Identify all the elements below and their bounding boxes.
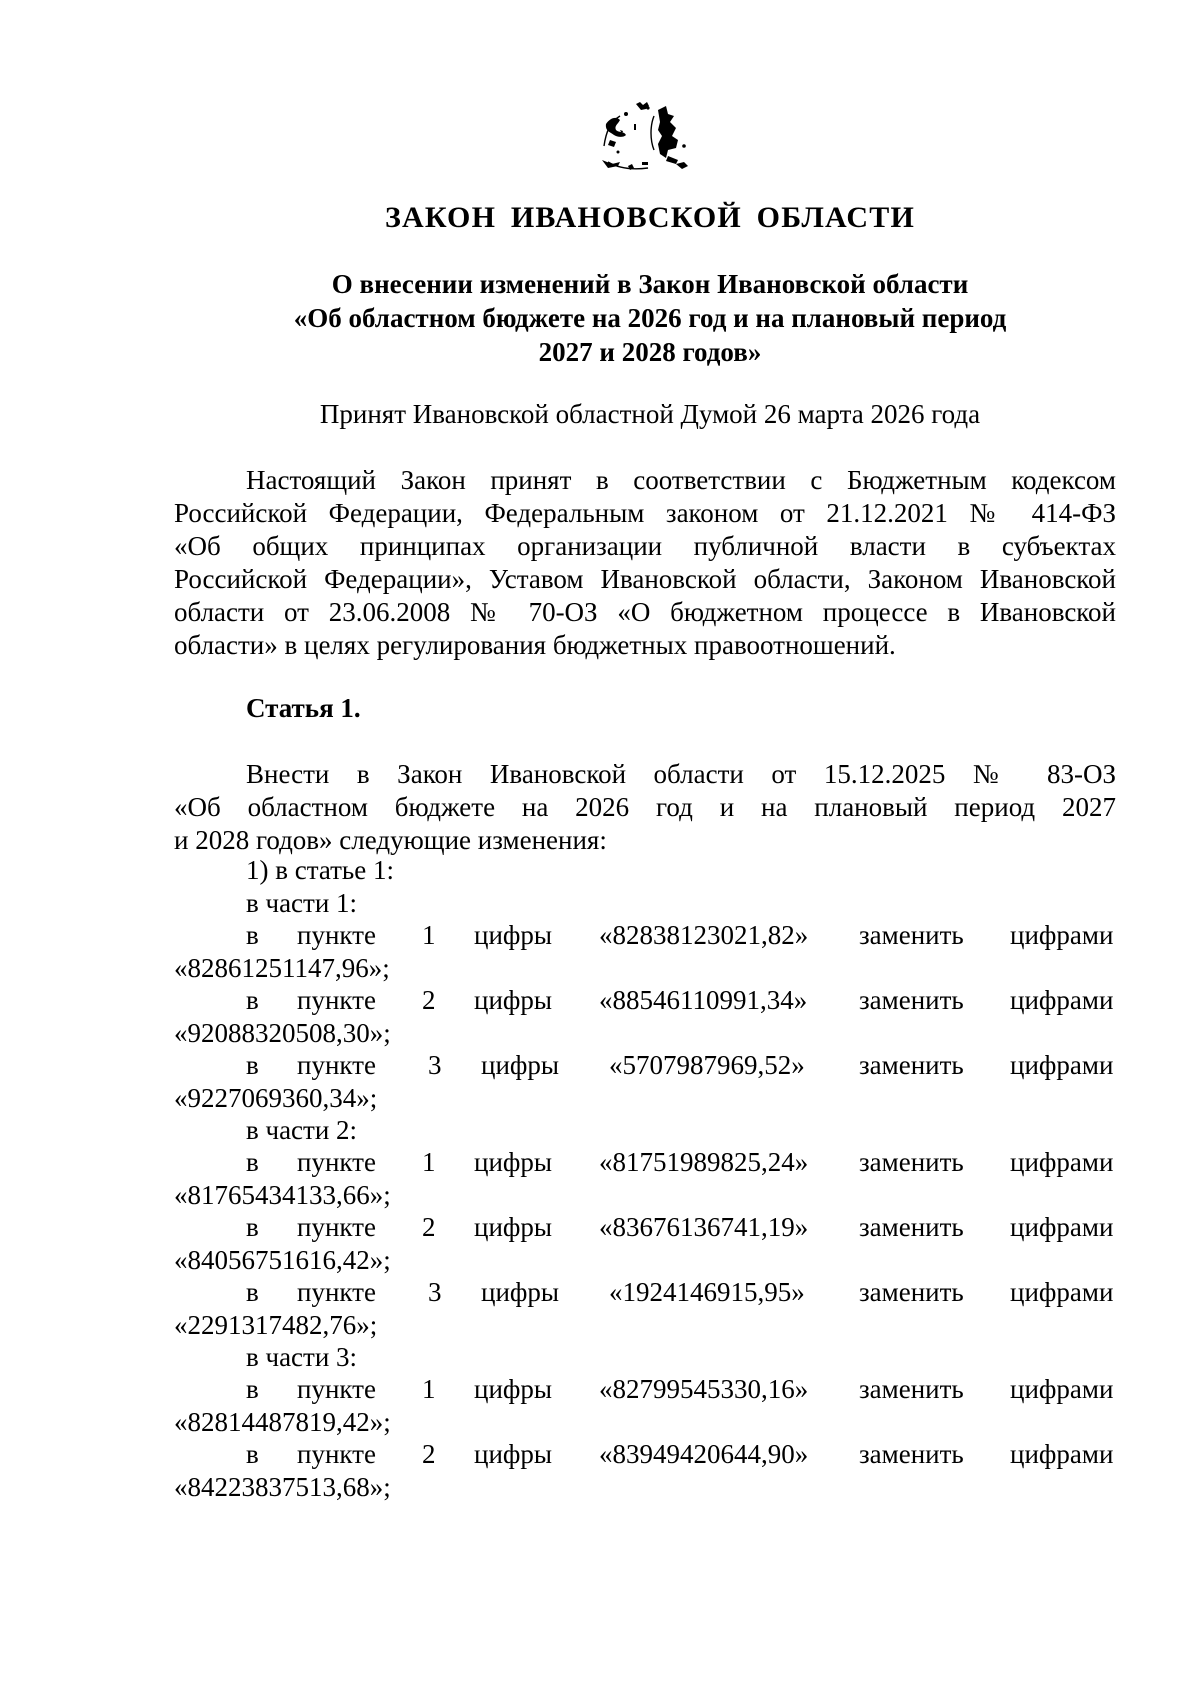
word-v: в bbox=[246, 1147, 259, 1177]
preamble-line: Настоящий Закон принят в соответствии с Бюджетным кодексом bbox=[246, 465, 1116, 495]
word-tsifry: цифры bbox=[474, 1147, 553, 1177]
word-v: в bbox=[246, 1439, 259, 1469]
preamble-line: «Об общих принципах организации публичной власти в субъектах bbox=[174, 531, 1116, 561]
word-punkte: пункте bbox=[297, 1277, 376, 1307]
word-tsiframi: цифрами bbox=[1010, 985, 1114, 1015]
article-intro bbox=[174, 758, 1116, 857]
preamble-line: Российской Федерации, Федеральным законом от 21.12.2021 № 414-ФЗ bbox=[174, 498, 1116, 528]
point-number: 3 bbox=[428, 1277, 442, 1307]
word-zamenit: заменить bbox=[859, 1050, 964, 1080]
word-zamenit: заменить bbox=[859, 1212, 964, 1242]
word-zamenit: заменить bbox=[859, 1439, 964, 1469]
word-punkte: пункте bbox=[297, 1439, 376, 1469]
point-number: 1 bbox=[422, 920, 436, 950]
new-value: «9227069360,34»; bbox=[174, 1083, 378, 1113]
preamble-paragraph bbox=[174, 464, 1116, 662]
subtitle-line-3: 2027 и 2028 годов» bbox=[538, 337, 762, 367]
word-tsifry: цифры bbox=[481, 1277, 560, 1307]
word-punkte: пункте bbox=[297, 985, 376, 1015]
preamble-line: Российской Федерации», Уставом Ивановской области, Законом Ивановской bbox=[174, 564, 1116, 594]
word-punkte: пункте bbox=[297, 1050, 376, 1080]
word-v: в bbox=[246, 1374, 259, 1404]
old-value: «5707987969,52» bbox=[609, 1050, 805, 1080]
word-zamenit: заменить bbox=[859, 920, 964, 950]
word-tsifry: цифры bbox=[481, 1050, 560, 1080]
new-value: «82861251147,96»; bbox=[174, 953, 390, 983]
new-value: «2291317482,76»; bbox=[174, 1310, 378, 1340]
point-number: 1 bbox=[422, 1374, 436, 1404]
word-tsiframi: цифрами bbox=[1010, 1374, 1114, 1404]
word-tsiframi: цифрами bbox=[1010, 1439, 1114, 1469]
amendment-row bbox=[174, 1149, 1116, 1179]
new-value: «81765434133,66»; bbox=[174, 1180, 391, 1210]
word-tsifry: цифры bbox=[474, 985, 553, 1015]
word-tsiframi: цифрами bbox=[1010, 1147, 1114, 1177]
word-tsiframi: цифрами bbox=[1010, 1277, 1114, 1307]
coat-of-arms-emblem bbox=[598, 100, 696, 182]
word-punkte: пункте bbox=[297, 1212, 376, 1242]
word-tsiframi: цифрами bbox=[1010, 1050, 1114, 1080]
amendment-row bbox=[174, 1441, 1116, 1471]
intro-line: и 2028 годов» следующие изменения: bbox=[174, 825, 607, 855]
old-value: «82838123021,82» bbox=[599, 920, 809, 950]
amendment-row bbox=[174, 922, 1116, 952]
old-value: «88546110991,34» bbox=[599, 985, 808, 1015]
amendment-row bbox=[174, 1279, 1116, 1309]
adoption-line: Принят Ивановской областной Думой 26 марта 2026 года bbox=[319, 399, 981, 429]
part-label: в части 1: bbox=[246, 888, 358, 918]
point-number: 1 bbox=[422, 1147, 436, 1177]
item-1-label: 1) в статье 1: bbox=[246, 855, 394, 885]
new-value: «82814487819,42»; bbox=[174, 1407, 391, 1437]
old-value: «83676136741,19» bbox=[599, 1212, 809, 1242]
amendment-row bbox=[174, 1376, 1116, 1406]
word-v: в bbox=[246, 1050, 259, 1080]
word-tsifry: цифры bbox=[474, 1439, 553, 1469]
word-v: в bbox=[246, 1212, 259, 1242]
word-tsifry: цифры bbox=[474, 1212, 553, 1242]
preamble-line: области от 23.06.2008 № 70-ОЗ «О бюджетном процессе в Ивановской bbox=[174, 597, 1116, 627]
word-tsifry: цифры bbox=[474, 1374, 553, 1404]
word-punkte: пункте bbox=[297, 1147, 376, 1177]
point-number: 3 bbox=[428, 1050, 442, 1080]
subtitle-line-2: «Об областном бюджете на 2026 год и на плановый период bbox=[293, 303, 1007, 333]
word-tsiframi: цифрами bbox=[1010, 920, 1114, 950]
word-punkte: пункте bbox=[297, 1374, 376, 1404]
law-title: ЗАКОН ИВАНОВСКОЙ ОБЛАСТИ bbox=[384, 201, 916, 234]
part-label: в части 2: bbox=[246, 1115, 358, 1145]
old-value: «81751989825,24» bbox=[599, 1147, 809, 1177]
word-tsiframi: цифрами bbox=[1010, 1212, 1114, 1242]
amendment-row bbox=[174, 1214, 1116, 1244]
word-zamenit: заменить bbox=[859, 1277, 964, 1307]
word-punkte: пункте bbox=[297, 920, 376, 950]
word-v: в bbox=[246, 1277, 259, 1307]
preamble-line: области» в целях регулирования бюджетных правоотношений. bbox=[174, 630, 896, 660]
point-number: 2 bbox=[422, 1439, 436, 1469]
amendment-row bbox=[174, 987, 1116, 1017]
old-value: «1924146915,95» bbox=[609, 1277, 805, 1307]
amendment-row bbox=[174, 1052, 1116, 1082]
old-value: «82799545330,16» bbox=[599, 1374, 809, 1404]
word-zamenit: заменить bbox=[859, 985, 964, 1015]
subtitle-line-1: О внесении изменений в Закон Ивановской области bbox=[331, 269, 969, 299]
new-value: «84223837513,68»; bbox=[174, 1472, 391, 1502]
point-number: 2 bbox=[422, 985, 436, 1015]
intro-line: Внести в Закон Ивановской области от 15.12.2025 № 83-ОЗ bbox=[246, 759, 1116, 789]
article-heading: Статья 1. bbox=[246, 693, 361, 723]
new-value: «84056751616,42»; bbox=[174, 1245, 391, 1275]
word-v: в bbox=[246, 920, 259, 950]
intro-line: «Об областном бюджете на 2026 год и на плановый период 2027 bbox=[174, 792, 1116, 822]
old-value: «83949420644,90» bbox=[599, 1439, 809, 1469]
word-zamenit: заменить bbox=[859, 1147, 964, 1177]
part-label: в части 3: bbox=[246, 1342, 358, 1372]
new-value: «92088320508,30»; bbox=[174, 1018, 391, 1048]
word-v: в bbox=[246, 985, 259, 1015]
word-tsifry: цифры bbox=[474, 920, 553, 950]
word-zamenit: заменить bbox=[859, 1374, 964, 1404]
point-number: 2 bbox=[422, 1212, 436, 1242]
